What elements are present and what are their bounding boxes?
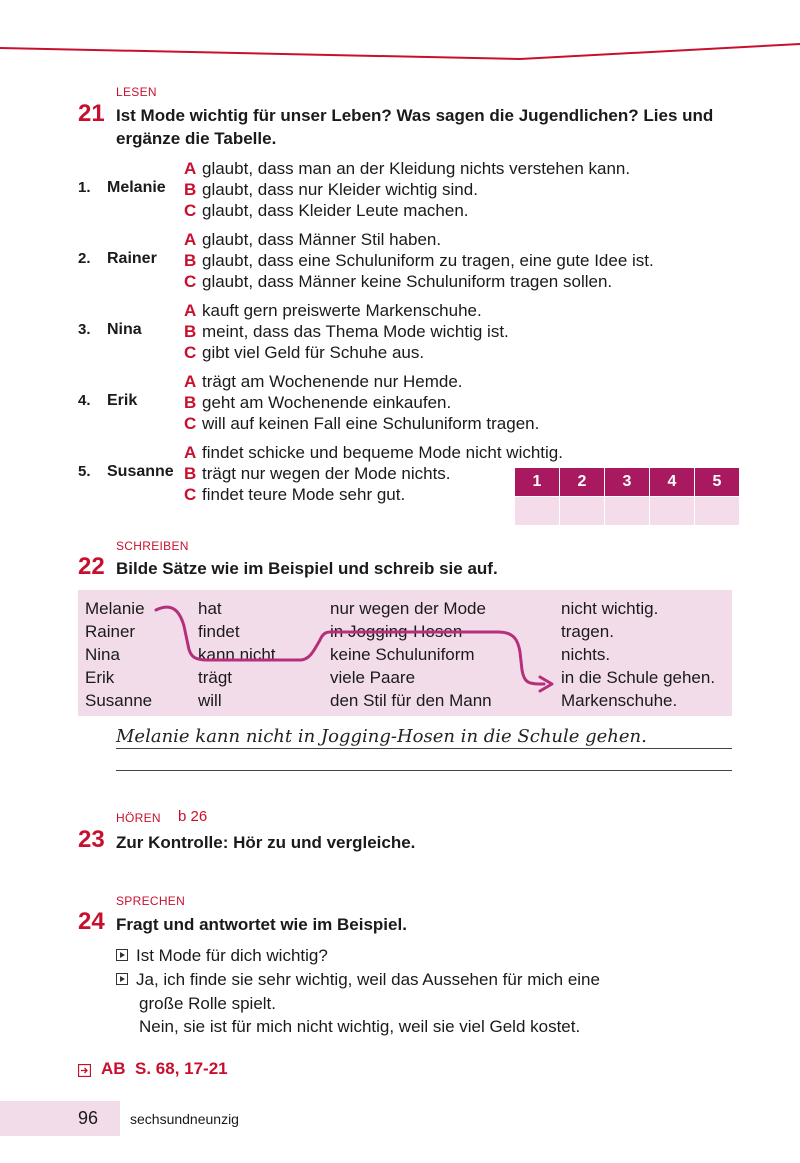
word-cell: keine Schuluniform — [330, 645, 475, 664]
answer-cell[interactable] — [515, 497, 560, 526]
answer-table-header: 1 — [515, 468, 560, 497]
dialogue-answer-line2: große Rolle spielt. — [139, 994, 277, 1013]
exercise-21-heading-line2: ergänze die Tabelle. — [116, 129, 277, 148]
option-b: B geht am Wochenende einkaufen. — [184, 393, 452, 412]
word-cell: will — [198, 691, 222, 710]
example-path-arrow — [78, 590, 732, 716]
option-a: A glaubt, dass man an der Kleidung nichts verstehen kann. — [184, 159, 631, 178]
answer-table-header: 5 — [695, 468, 740, 497]
option-a: A trägt am Wochenende nur Hemde. — [184, 372, 463, 391]
word-cell: den Stil für den Mann — [330, 691, 492, 710]
exercise-number-21: 21 — [78, 100, 105, 127]
option-c: C gibt viel Geld für Schuhe aus. — [184, 343, 425, 362]
answer-table — [514, 467, 740, 526]
dialogue-answer-line3: Nein, sie ist für mich nicht wichtig, weil sie viel Geld kostet. — [139, 1017, 581, 1036]
person-name: Melanie — [107, 179, 166, 196]
option-c: C glaubt, dass Kleider Leute machen. — [184, 201, 469, 220]
option-c: C will auf keinen Fall eine Schuluniform tragen. — [184, 414, 540, 433]
option-c: C glaubt, dass Männer keine Schuluniform tragen sollen. — [184, 272, 613, 291]
person-name: Nina — [107, 321, 142, 338]
exercise-number-23: 23 — [78, 826, 105, 853]
answer-cell[interactable] — [650, 497, 695, 526]
workbook-reference[interactable]: AB S. 68, 17-21 — [101, 1059, 228, 1078]
dialogue-answer-line1: Ja, ich finde sie sehr wichtig, weil das Aussehen für mich eine — [116, 969, 600, 990]
exercise-22-heading: Bilde Sätze wie im Beispiel und schreib sie auf. — [116, 559, 498, 578]
word-cell: nichts. — [561, 645, 611, 664]
section-label-sprechen: SPRECHEN — [116, 894, 186, 908]
page-number: 96 — [78, 1108, 99, 1128]
word-cell: findet — [198, 622, 240, 641]
exercise-number-24: 24 — [78, 908, 105, 935]
play-marker-icon — [116, 949, 128, 961]
option-b: B glaubt, dass eine Schuluniform zu tragen, eine gute Idee ist. — [184, 251, 654, 270]
exercise-23-heading: Zur Kontrolle: Hör zu und vergleiche. — [116, 833, 416, 852]
section-label-schreiben: SCHREIBEN — [116, 539, 189, 553]
exercise-number-22: 22 — [78, 553, 105, 580]
word-cell: in die Schule gehen. — [561, 668, 716, 687]
answer-table-header: 3 — [605, 468, 650, 497]
example-handwritten-sentence: Melanie kann nicht in Jogging-Hosen in die Schule gehen. — [116, 726, 647, 747]
option-a: A findet schicke und bequeme Mode nicht wichtig. — [184, 443, 563, 462]
option-b: B meint, dass das Thema Mode wichtig ist. — [184, 322, 509, 341]
answer-table-header: 4 — [650, 468, 695, 497]
section-label-lesen: LESEN — [116, 85, 157, 99]
answer-cell[interactable] — [560, 497, 605, 526]
option-b: B trägt nur wegen der Mode nichts. — [184, 464, 451, 483]
footer-band — [0, 1101, 120, 1136]
top-rule — [0, 0, 800, 70]
person-number: 4. — [78, 392, 91, 409]
option-c: C findet teure Mode sehr gut. — [184, 485, 406, 504]
word-cell: tragen. — [561, 622, 614, 641]
answer-table-header: 2 — [560, 468, 605, 497]
person-name: Rainer — [107, 250, 157, 267]
exercise-21-heading-line1: Ist Mode wichtig für unser Leben? Was sagen die Jugendlichen? Lies und — [116, 106, 714, 125]
word-cell: trägt — [198, 668, 233, 687]
play-marker-icon — [116, 973, 128, 985]
answer-cell[interactable] — [605, 497, 650, 526]
exercise-24-heading: Fragt und antwortet wie im Beispiel. — [116, 915, 407, 934]
word-cell: Erik — [85, 668, 115, 687]
audio-track-ref: b 26 — [178, 808, 208, 825]
word-cell: kann nicht — [198, 645, 276, 664]
person-name: Susanne — [107, 463, 174, 480]
workbook-arrow-icon — [78, 1064, 91, 1077]
person-number: 5. — [78, 463, 91, 480]
person-name: Erik — [107, 392, 138, 409]
person-number: 2. — [78, 250, 91, 267]
word-cell: Nina — [85, 645, 120, 664]
writing-line[interactable] — [116, 770, 732, 771]
word-cell: Markenschuhe. — [561, 691, 678, 710]
option-a: A kauft gern preiswerte Markenschuhe. — [184, 301, 482, 320]
word-cell: viele Paare — [330, 668, 416, 687]
section-label-hoeren: HÖREN — [116, 811, 161, 825]
word-cell: Rainer — [85, 622, 136, 641]
option-a: A glaubt, dass Männer Stil haben. — [184, 230, 442, 249]
word-cell: Susanne — [85, 691, 153, 710]
writing-line — [116, 748, 732, 749]
person-number: 1. — [78, 179, 91, 196]
word-cell: hat — [198, 599, 222, 618]
answer-cell[interactable] — [695, 497, 740, 526]
word-cell: Melanie — [85, 599, 145, 618]
word-cell: nicht wichtig. — [561, 599, 659, 618]
option-b: B glaubt, dass nur Kleider wichtig sind. — [184, 180, 478, 199]
sentence-builder-box — [78, 590, 732, 716]
word-cell: nur wegen der Mode — [330, 599, 486, 618]
person-number: 3. — [78, 321, 91, 338]
page-number-word: sechsundneunzig — [130, 1111, 239, 1127]
dialogue-question: Ist Mode für dich wichtig? — [116, 945, 328, 966]
word-cell: in Jogging-Hosen — [330, 622, 463, 641]
